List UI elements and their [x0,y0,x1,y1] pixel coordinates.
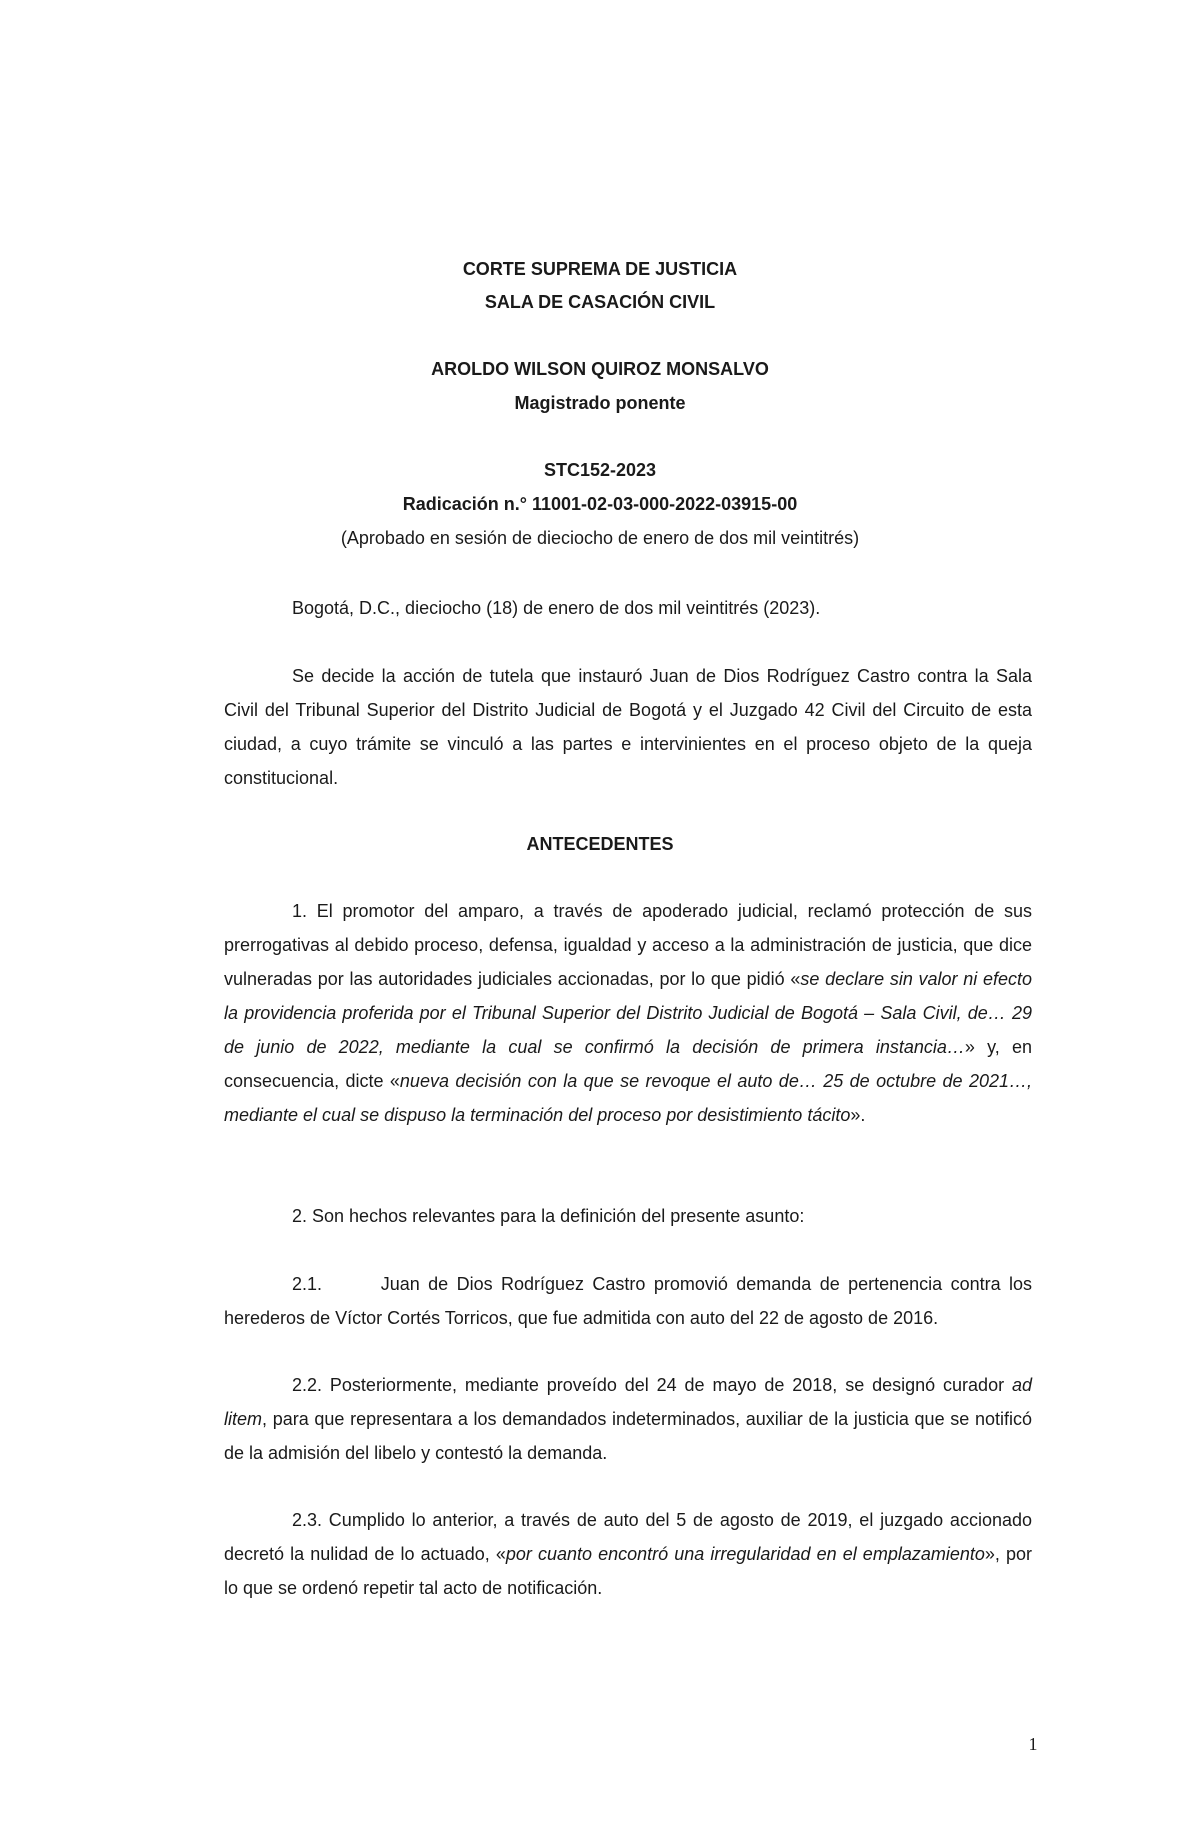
paragraph-1-text-b: » y, en consecuencia, dicte « [224,1037,1032,1091]
magistrate-name: AROLDO WILSON QUIROZ MONSALVO [431,359,769,379]
paragraph-1-quote-1: se declare sin valor ni efecto la providencia proferida por el Tribunal Superior del Distrito Judicial de Bogotá – Sala Civil, de… 29 de junio de 2022, mediante la cual se confirmó la decisión de primera instancia… [224,969,1032,1057]
paragraph-2-3-quote: por cuanto encontró una irregularidad en el emplazamiento [505,1544,985,1564]
magistrate-role: Magistrado ponente [514,393,686,413]
paragraph-2-1: 2.1. Juan de Dios Rodríguez Castro promovió demanda de pertenencia contra los herederos de Víctor Cortés Torricos, que fue admitida con auto del 22 de agosto de 2016. [224,1274,1032,1328]
paragraph-1-text-c: ». [850,1105,866,1125]
paragraph-2-2-text-a: 2.2. Posteriormente, mediante proveído del 24 de mayo de 2018, se designó curador [292,1375,1012,1395]
radicacion-number: Radicación n.° 11001-02-03-000-2022-03915-00 [402,494,798,514]
paragraph-1-quote-2: nueva decisión con la que se revoque el auto de… 25 de octubre de 2021…, mediante el cual se dispuso la terminación del proceso por desistimiento tácito [224,1071,1032,1125]
paragraph-1 [224,894,1032,1132]
page-number: 1 [1028,1734,1038,1754]
chamber-name: SALA DE CASACIÓN CIVIL [484,292,716,312]
paragraph-2-3-text-b: », por lo que se ordenó repetir tal acto de notificación. [224,1544,1033,1598]
date-line: Bogotá, D.C., dieciocho (18) de enero de dos mil veintitrés (2023). [292,598,821,618]
paragraph-2-2 [224,1368,1032,1470]
approval-note: (Aprobado en sesión de dieciocho de enero de dos mil veintitrés) [340,528,860,548]
court-name: CORTE SUPREMA DE JUSTICIA [462,259,738,279]
section-title: ANTECEDENTES [526,834,674,854]
paragraph-2-2-text-b: , para que representara a los demandados indeterminados, auxiliar de la justicia que se notificó de la admisión del libelo y contestó la demanda. [224,1409,1032,1463]
paragraph-2: 2. Son hechos relevantes para la definición del presente asunto: [292,1206,805,1226]
ruling-number: STC152-2023 [543,460,657,480]
paragraph-1-text-a: 1. El promotor del amparo, a través de apoderado judicial, reclamó protección de sus prerrogativas al debido proceso, defensa, igualdad y acceso a la administración de justicia, que dice vulneradas por las autoridades judiciales accionadas, por lo que pidió « [224,901,1032,989]
paragraph-2-3-text-a: 2.3. Cumplido lo anterior, a través de auto del 5 de agosto de 2019, el juzgado accionado decretó la nulidad de lo actuado, « [224,1510,1032,1564]
paragraph-2-3 [224,1503,1032,1605]
paragraph-2-2-latin-term: ad litem [224,1375,1032,1429]
intro-paragraph: Se decide la acción de tutela que instauró Juan de Dios Rodríguez Castro contra la Sala Civil del Tribunal Superior del Distrito Judicial de Bogotá y el Juzgado 42 Civil del Circuito de esta ciudad, a cuyo trámite se vinculó a las partes e intervinientes en el proceso objeto de la queja constitucional. [224,666,1032,788]
